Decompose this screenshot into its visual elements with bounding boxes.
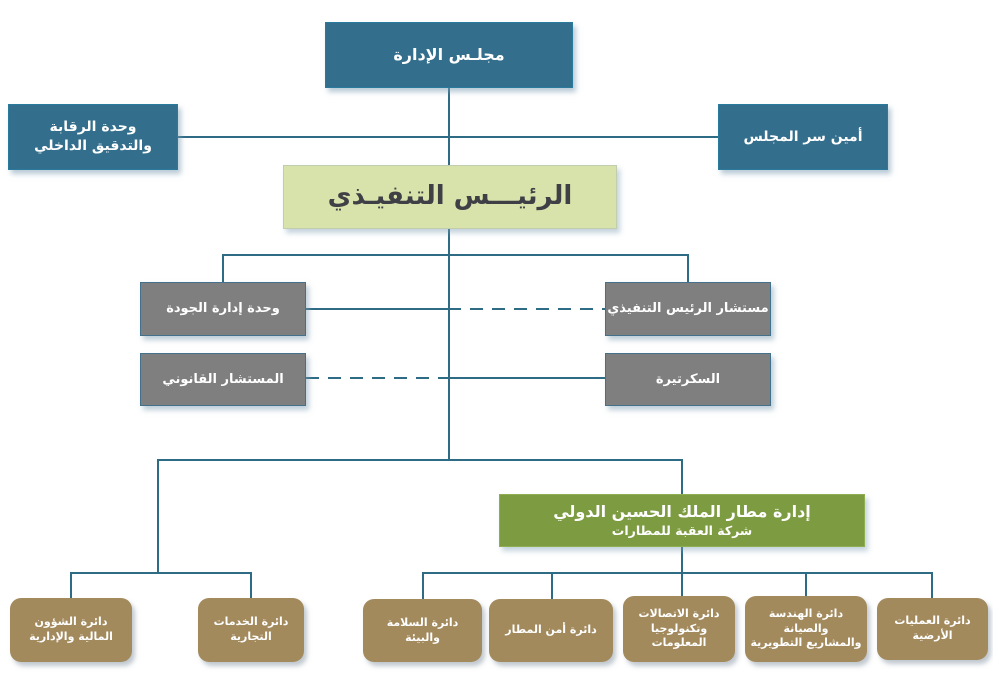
connector-board-ceo	[448, 88, 450, 166]
node-label: الرئيـــس التنفيـذي	[327, 181, 573, 212]
node-label-line: شركة العقبة للمطارات	[611, 522, 753, 538]
node-dept-airport-security	[489, 599, 613, 662]
node-label-line: وحدة الرقابة	[49, 119, 137, 136]
connector-left-drop	[157, 459, 159, 573]
connector-dep1-stub	[70, 572, 72, 599]
node-label-line: دائرة العمليات	[894, 614, 971, 628]
node-board-secretary	[718, 104, 888, 170]
node-dept-communications-it	[623, 596, 735, 662]
node-label: المستشار القانوني	[162, 371, 284, 387]
connector-ceo-trunk	[448, 229, 450, 460]
connector-quality-stub	[222, 254, 224, 283]
node-label-line: دائرة السلامة	[386, 615, 459, 629]
node-label: وحدة إدارة الجودة	[166, 301, 280, 317]
node-label: السكرتيرة	[655, 371, 721, 387]
connector-secretary-solid	[448, 377, 605, 379]
node-label-line: المالية والإدارية	[29, 630, 113, 643]
connector-right-bus	[422, 572, 932, 574]
connector-audit-secretary	[178, 136, 718, 138]
connector-dep7-stub	[931, 572, 933, 600]
node-label-line: دائرة الاتصالات	[638, 606, 720, 620]
node-dept-engineering-maintenance	[745, 596, 867, 662]
connector-quality-solid	[306, 308, 448, 310]
node-label-line: دائرة الشؤون	[34, 615, 108, 629]
node-label-line: إدارة مطار الملك الحسين الدولي	[553, 502, 811, 522]
node-label-line: التجارية	[230, 630, 272, 643]
connector-dep2-stub	[250, 572, 252, 599]
connector-lower-branch	[158, 459, 682, 461]
node-legal-advisor	[140, 353, 306, 406]
node-label: أمين سر المجلس	[743, 128, 863, 145]
connector-advisor-dashed	[448, 308, 605, 310]
node-label-line: وتكنولوجيا	[650, 621, 708, 635]
node-board-of-directors	[325, 22, 573, 88]
node-ceo-advisor	[605, 282, 771, 336]
node-dept-safety-environment	[363, 599, 482, 662]
node-audit-control-unit	[8, 104, 178, 170]
node-label-line: والصيانة	[783, 621, 829, 635]
node-airport-management	[499, 494, 865, 547]
node-dept-financial-admin-affairs	[10, 598, 132, 662]
connector-advisor-stub	[687, 254, 689, 283]
node-secretary	[605, 353, 771, 406]
connector-staff-branch	[222, 254, 688, 256]
node-quality-management-unit	[140, 282, 306, 336]
node-label-line: المعلومات	[651, 636, 707, 650]
node-label-line: والتدقيق الداخلي	[34, 138, 152, 154]
node-label-line: دائرة الهندسة	[768, 606, 844, 620]
node-label: مجلـس الإدارة	[393, 45, 505, 65]
node-label-line: والمشاريع التطويرية	[750, 636, 862, 650]
connector-left-bus	[70, 572, 251, 574]
node-label-line: دائرة أمن المطار	[505, 623, 597, 637]
node-dept-ground-operations	[877, 598, 988, 660]
node-ceo	[283, 165, 617, 229]
connector-dep3-stub	[422, 572, 424, 600]
connector-airport-stub	[681, 459, 683, 495]
node-label-line: الأرضية	[912, 629, 953, 642]
node-dept-commercial-services	[198, 598, 304, 662]
node-label-line: دائرة الخدمات	[213, 615, 289, 629]
node-label: مستشار الرئيس التنفيذي	[607, 301, 769, 317]
connector-legal-dashed	[306, 377, 448, 379]
node-label-line: والبيئة	[405, 630, 440, 644]
connector-dep4-stub	[551, 572, 553, 600]
